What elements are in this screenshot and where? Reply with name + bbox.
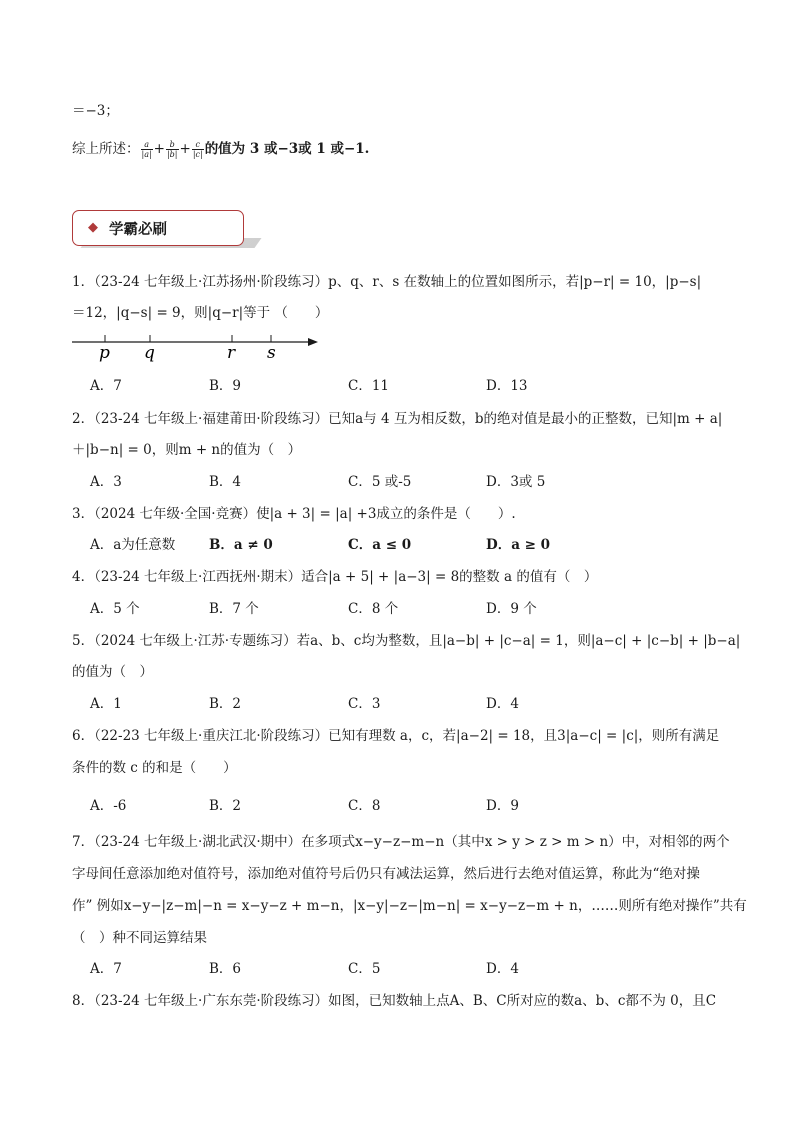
option-a[interactable]: A．a为任意数 xyxy=(90,537,176,553)
option-d[interactable]: D．9 xyxy=(486,798,519,814)
question-1-options xyxy=(90,376,770,396)
label-s: s xyxy=(267,343,276,363)
intro-line: ＝−3； xyxy=(72,103,119,119)
question-7-line-2: 字母间任意添加绝对值符号，添加绝对值符号后仍只有减法运算，然后进行去绝对值运算，称此为“绝对操 xyxy=(72,866,700,882)
option-c[interactable]: C．8 个 xyxy=(348,601,399,617)
section-header xyxy=(72,210,244,246)
question-8-line-1: 8．（23-24 七年级上·广东东莞·阶段练习）如图，已知数轴上点A、B、C所对应的数a、b、c都不为 0，且C xyxy=(72,993,717,1009)
option-b[interactable]: B．7 个 xyxy=(209,601,259,617)
option-c[interactable]: C．3 xyxy=(348,696,381,712)
fraction-b: $\frac{b}{|b|}$ xyxy=(166,140,178,159)
question-2-options xyxy=(90,472,770,492)
option-d[interactable]: D．a ≥ 0 xyxy=(486,537,551,553)
plus-sign: + xyxy=(179,141,191,157)
option-a[interactable]: A．7 xyxy=(90,961,122,977)
question-6-options xyxy=(90,796,770,816)
option-b[interactable]: B．2 xyxy=(209,696,242,712)
option-b[interactable]: B．6 xyxy=(209,961,242,977)
summary-prefix: 综上所述： xyxy=(72,141,140,157)
question-7-line-4: （ ）种不同运算结果 xyxy=(72,930,207,946)
question-4-line-1: 4．（23-24 七年级上·江西抚州·期末）适合|a + 5| + |a−3| = 8的整数 a 的值有（ ） xyxy=(72,569,598,585)
option-c[interactable]: C．a ≤ 0 xyxy=(348,537,412,553)
number-line-arrow-icon xyxy=(308,338,318,346)
question-7-options xyxy=(90,959,770,979)
label-r: r xyxy=(227,343,236,363)
option-b[interactable]: B．2 xyxy=(209,798,242,814)
plus-sign: + xyxy=(153,141,165,157)
option-d[interactable]: D．13 xyxy=(486,378,528,394)
option-d[interactable]: D．4 xyxy=(486,961,519,977)
option-c[interactable]: C．5 或-5 xyxy=(348,474,412,490)
option-d[interactable]: D．4 xyxy=(486,696,519,712)
option-c[interactable]: C．8 xyxy=(348,798,381,814)
question-1-line-2: ＝12，|q−s| = 9，则|q−r|等于 （ ） xyxy=(72,305,329,321)
question-6-line-1: 6．（22-23 七年级上·重庆江北·阶段练习）已知有理数 a，c，若|a−2| = 18，且3|a−c| = |c|，则所有满足 xyxy=(72,728,720,744)
question-7-line-1: 7．（23-24 七年级上·湖北武汉·期中）在多项式x−y−z−m−n（其中x > y > z > m > n）中，对相邻的两个 xyxy=(72,834,730,850)
option-c[interactable]: C．11 xyxy=(348,378,390,394)
question-3-line-1: 3．（2024 七年级·全国·竞赛）使|a + 3| = |a| +3成立的条件是（ ）. xyxy=(72,506,516,522)
question-7-line-3: 作” 例如x−y−|z−m|−n = x−y−z + m−n，|x−y|−z−|m−n| = x−y−z−m + n，……则所有绝对操作”共有 xyxy=(72,898,747,914)
fraction-c: $\frac{c}{|c|}$ xyxy=(192,140,203,159)
question-2-line-2: ＋|b−n| = 0，则m + n的值为（ ） xyxy=(72,442,302,458)
option-a[interactable]: A．7 xyxy=(90,378,122,394)
fraction-a: $\frac{a}{|a|}$ xyxy=(141,140,152,159)
question-2-line-1: 2．（23-24 七年级上·福建莆田·阶段练习）已知a与 4 互为相反数，b的绝对值是最小的正整数，已知|m + a| xyxy=(72,411,723,427)
option-d[interactable]: D．3或 5 xyxy=(486,474,546,490)
label-p: p xyxy=(99,343,110,363)
option-c[interactable]: C．5 xyxy=(348,961,381,977)
option-a[interactable]: A．1 xyxy=(90,696,122,712)
option-b[interactable]: B．a ≠ 0 xyxy=(209,537,273,553)
option-a[interactable]: A．5 个 xyxy=(90,601,140,617)
section-title: 学霸必刷 xyxy=(109,222,167,238)
summary-suffix: 的值为 3 或−3或 1 或−1. xyxy=(204,141,370,157)
option-d[interactable]: D．9 个 xyxy=(486,601,537,617)
question-3-options xyxy=(90,535,770,555)
option-a[interactable]: A．-6 xyxy=(90,798,127,814)
question-5-options xyxy=(90,694,770,714)
question-5-line-2: 的值为（ ） xyxy=(72,664,153,680)
question-6-line-2: 条件的数 c 的和是（ ） xyxy=(72,760,237,776)
number-line xyxy=(70,330,330,364)
option-b[interactable]: B．4 xyxy=(209,474,242,490)
question-5-line-1: 5．（2024 七年级上·江苏·专题练习）若a、b、c均为整数，且|a−b| + |c−a| = 1，则|a−c| + |c−b| + |b−a| xyxy=(72,633,741,649)
question-4-options xyxy=(90,599,770,619)
summary-line xyxy=(72,139,369,159)
option-a[interactable]: A．3 xyxy=(90,474,122,490)
option-b[interactable]: B．9 xyxy=(209,378,242,394)
question-1-line-1: 1．（23-24 七年级上·江苏扬州·阶段练习）p、q、r、s 在数轴上的位置如图所示，若|p−r| = 10，|p−s| xyxy=(72,274,702,290)
diamond-icon: ◆ xyxy=(88,220,98,235)
label-q: q xyxy=(144,343,155,363)
